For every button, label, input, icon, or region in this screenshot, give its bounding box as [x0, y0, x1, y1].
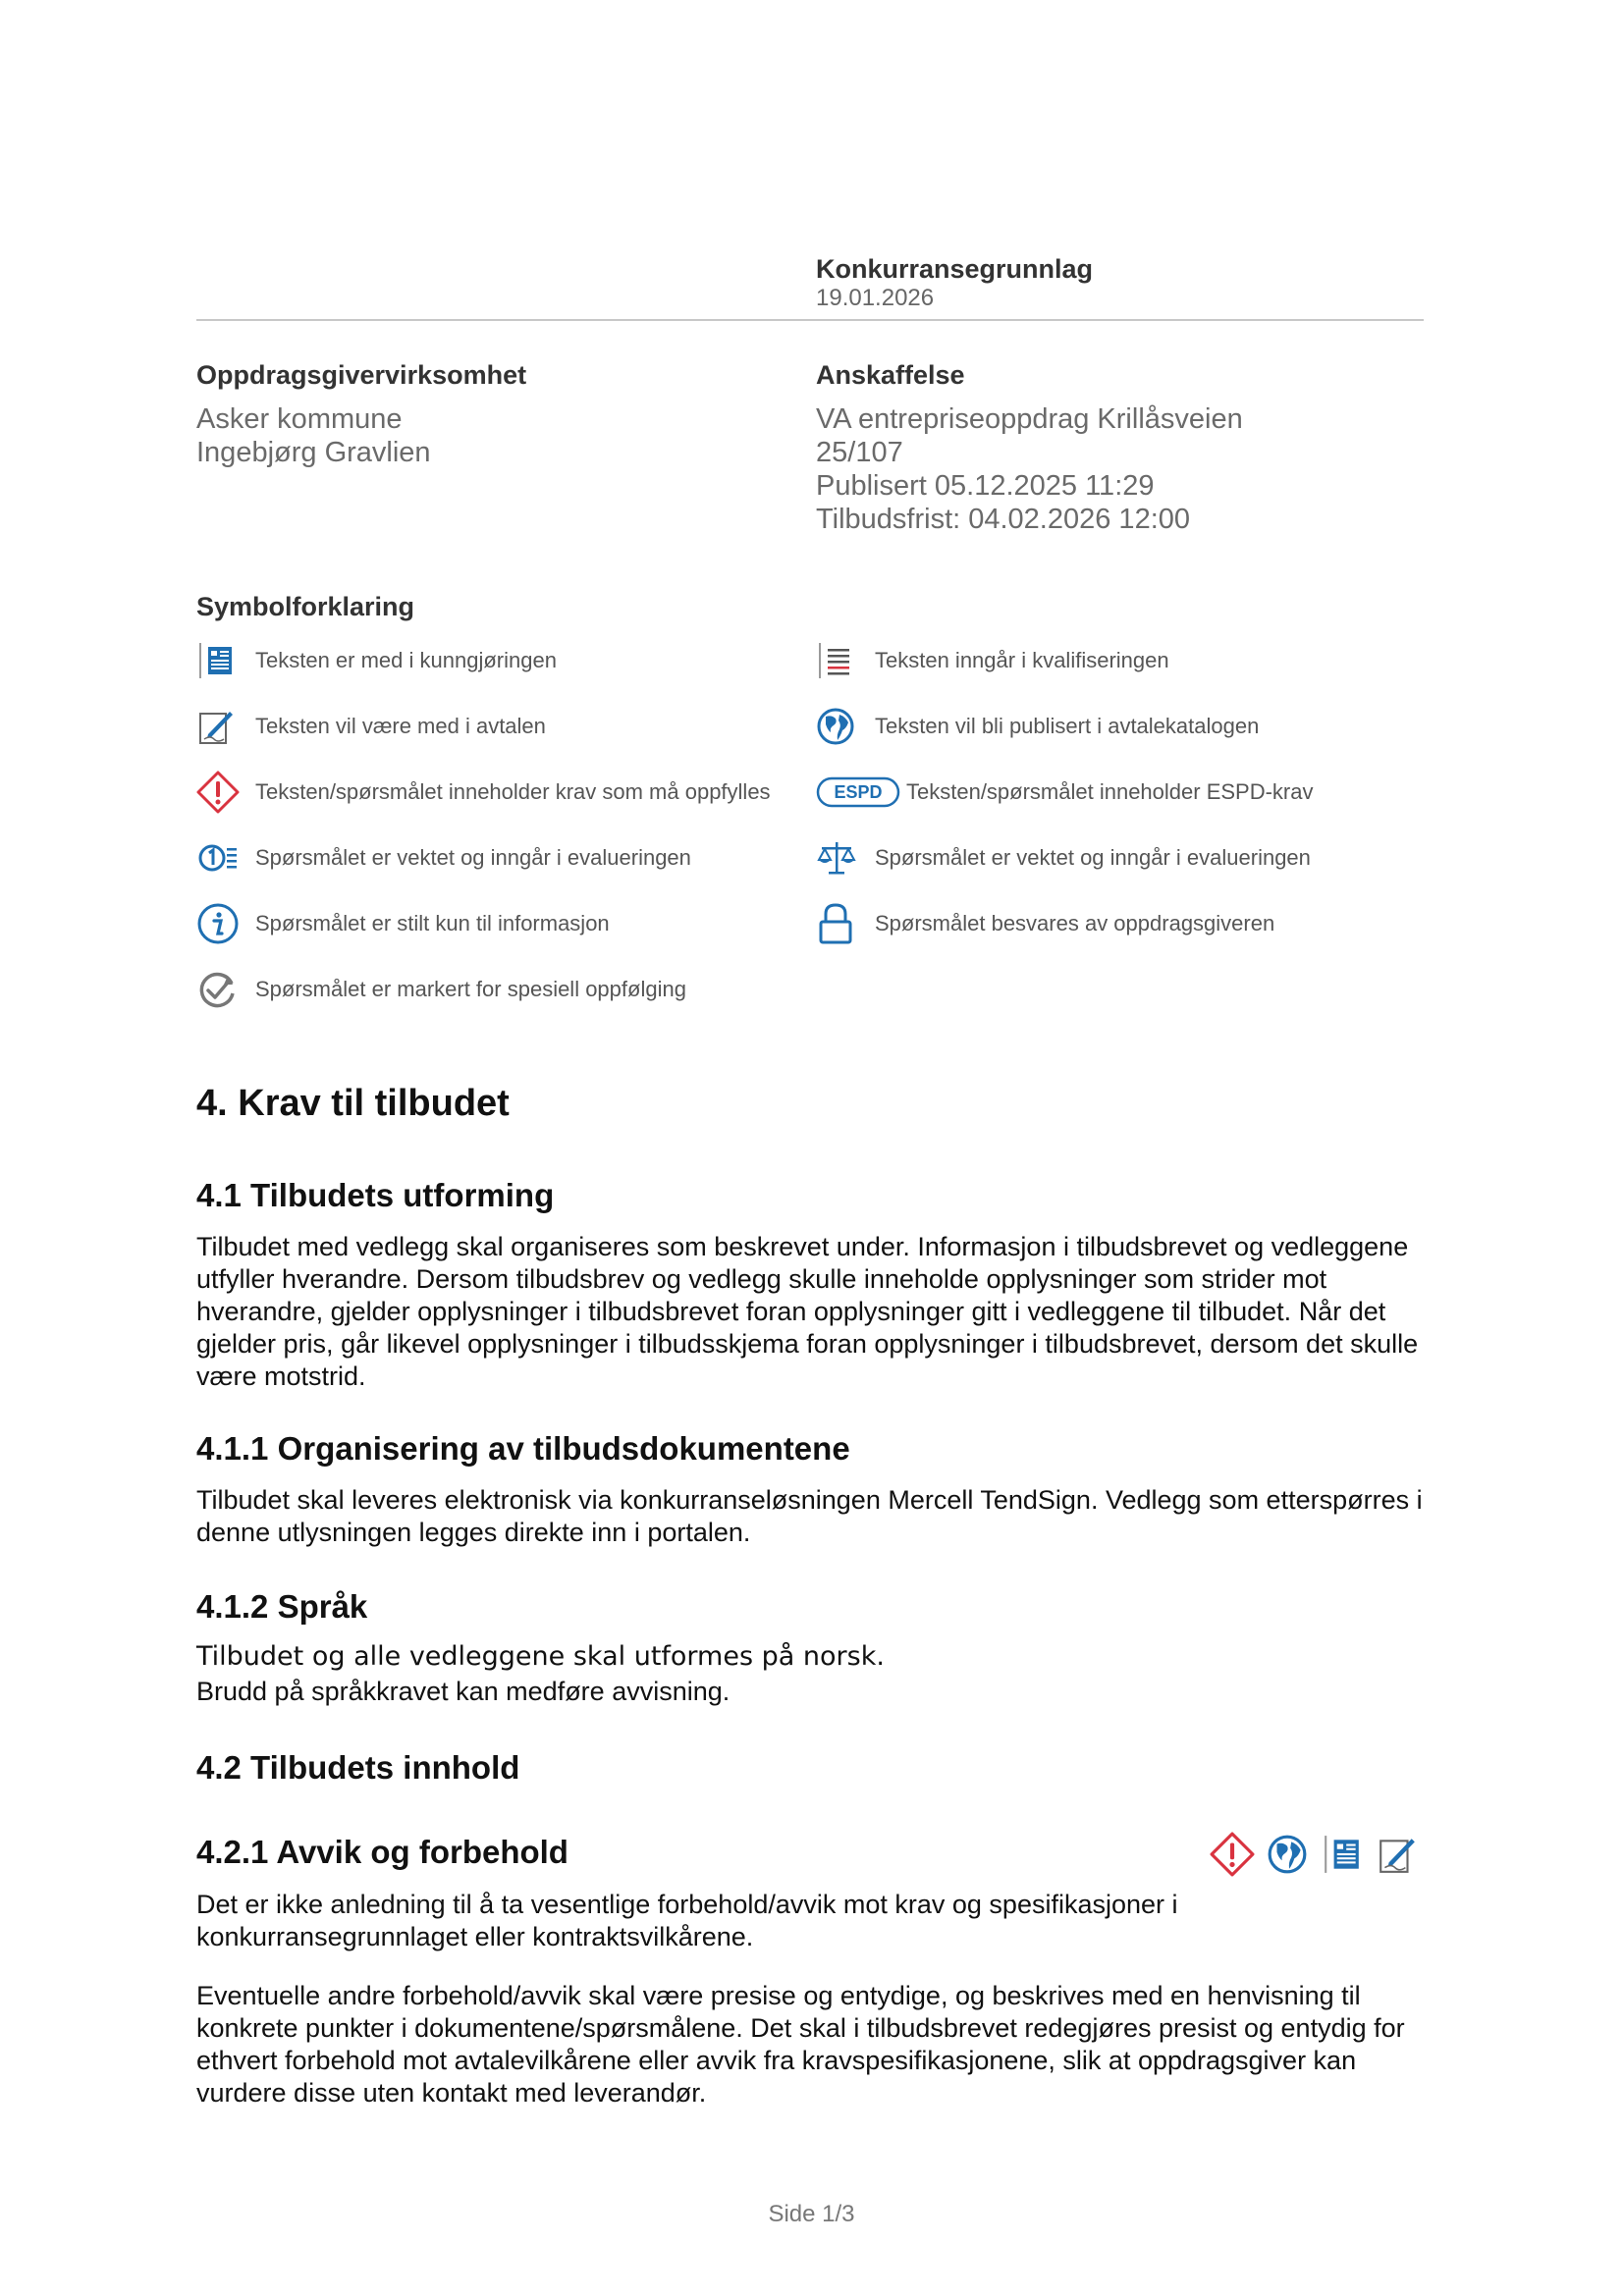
section-text-4-1-2-b: Brudd på språkkravet kan medføre avvisning. [196, 1677, 730, 1706]
legend-label: Teksten er med i kunngjøringen [255, 648, 557, 672]
client-info [196, 359, 805, 469]
legend-label: Spørsmålet er vektet og inngår i evalueringen [875, 845, 1311, 870]
procurement-reference: 25/107 [816, 437, 903, 468]
legend-item [816, 902, 1274, 945]
section-heading-4-1: 4.1 Tilbudets utforming [196, 1177, 555, 1213]
qualification-list-icon [816, 639, 861, 682]
page-number: Side 1/3 [768, 2201, 855, 2227]
legend-title: Symbolforklaring [196, 592, 415, 621]
document-date: 19.01.2026 [816, 285, 935, 311]
globe-icon [1265, 1832, 1310, 1877]
warning-diamond-icon [196, 771, 242, 814]
header-divider [196, 319, 1424, 321]
section-heading-4-2-1: 4.2.1 Avvik og forbehold [196, 1834, 568, 1870]
legend-label: Teksten vil være med i avtalen [255, 714, 546, 738]
section-text-4-1-1: Tilbudet skal leveres elektronisk via konkurranseløsningen Mercell TendSign. Vedlegg som etterspørres i denne utlysningen legges direkte inn i portalen. [196, 1485, 1423, 1547]
procurement-deadline: Tilbudsfrist: 04.02.2026 12:00 [816, 504, 1191, 535]
legend-label: Spørsmålet er vektet og inngår i evalueringen [255, 845, 691, 870]
follow-up-icon [196, 968, 242, 1011]
section-text-4-2-1-a: Det er ikke anledning til å ta vesentlige forbehold/avvik mot krav og spesifikasjoner i konkurransegrunnlaget eller kontraktsvilkårene. [196, 1890, 1178, 1951]
legend-label: Teksten vil bli publisert i avtalekatalogen [875, 714, 1260, 738]
globe-icon [816, 705, 861, 748]
section-symbols [1210, 1832, 1420, 1877]
legend-item [196, 771, 771, 814]
legend-label: Teksten/spørsmålet inneholder ESPD-krav [906, 779, 1314, 804]
legend-label: Teksten/spørsmålet inneholder krav som må oppfylles [255, 779, 771, 804]
client-heading: Oppdragsgivervirksomhet [196, 360, 527, 390]
procurement-published: Publisert 05.12.2025 11:29 [816, 470, 1155, 502]
weighted-evaluation-icon [196, 836, 242, 880]
procurement-heading: Anskaffelse [816, 360, 965, 390]
legend-item [816, 705, 1259, 748]
legend-label: Spørsmålet er markert for spesiell oppfølging [255, 977, 686, 1001]
contract-sign-icon [1375, 1832, 1420, 1877]
client-name: Asker kommune [196, 403, 403, 435]
contract-sign-icon [196, 705, 242, 748]
espd-badge-label: ESPD [834, 782, 883, 802]
legend-label: Spørsmålet er stilt kun til informasjon [255, 911, 610, 935]
section-heading-4-1-2: 4.1.2 Språk [196, 1588, 368, 1625]
section-heading-4-1-1: 4.1.1 Organisering av tilbudsdokumentene [196, 1430, 850, 1467]
client-contact: Ingebjørg Gravlien [196, 437, 431, 468]
legend-item [816, 771, 1314, 814]
warning-diamond-icon [1210, 1832, 1255, 1877]
legend-item [196, 968, 686, 1011]
section-text-4-1-2-a: Tilbudet og alle vedleggene skal utformes på norsk. [196, 1641, 885, 1672]
section-heading-4-2: 4.2 Tilbudets innhold [196, 1749, 520, 1786]
legend-item [816, 639, 1169, 682]
legend-item [196, 705, 546, 748]
section-text-4-1: Tilbudet med vedlegg skal organiseres som beskrevet under. Informasjon i tilbudsbrevet og vedleggene utfyller hverandre. Dersom tilbudsbrev og vedlegg skulle inneholde opplysninger som strider mot hverandre, gjelder opplysninger i tilbudsbrevet foran opplysninger gitt i vedleggene til tilbudet. Når det gjelder pris, går likevel opplysninger i tilbudsskjema foran opplysninger i tilbudsbrevet, dersom det skulle være motstrid. [196, 1232, 1419, 1391]
announcement-icon [196, 639, 242, 682]
announcement-icon [1320, 1832, 1365, 1877]
document-header [816, 253, 1093, 312]
scales-icon [816, 836, 861, 880]
legend-label: Teksten inngår i kvalifiseringen [875, 648, 1169, 672]
info-icon [196, 902, 242, 945]
espd-badge-icon [816, 771, 902, 814]
legend-item [196, 639, 557, 682]
lock-icon [816, 902, 861, 945]
section-heading-4: 4. Krav til tilbudet [196, 1083, 510, 1124]
legend-item [196, 836, 691, 880]
section-text-4-2-1-b: Eventuelle andre forbehold/avvik skal være presise og entydige, og beskrives med en henvisning til konkrete punkter i dokumentene/spørsmålene. Det skal i tilbudsbrevet redegjøres presist og entydig for ethvert forbehold mot avtalevilkårene eller avvik fra kravspesifikasjonene, slik at oppdragsgiver kan vurdere disse uten kontakt med leverandør. [196, 1981, 1405, 2108]
legend-item [816, 836, 1311, 880]
procurement-title: VA entrepriseoppdrag Krillåsveien [816, 403, 1243, 435]
document-title: Konkurransegrunnlag [816, 254, 1094, 284]
legend-item [196, 902, 610, 945]
procurement-info [816, 359, 1425, 536]
legend-label: Spørsmålet besvares av oppdragsgiveren [875, 911, 1275, 935]
